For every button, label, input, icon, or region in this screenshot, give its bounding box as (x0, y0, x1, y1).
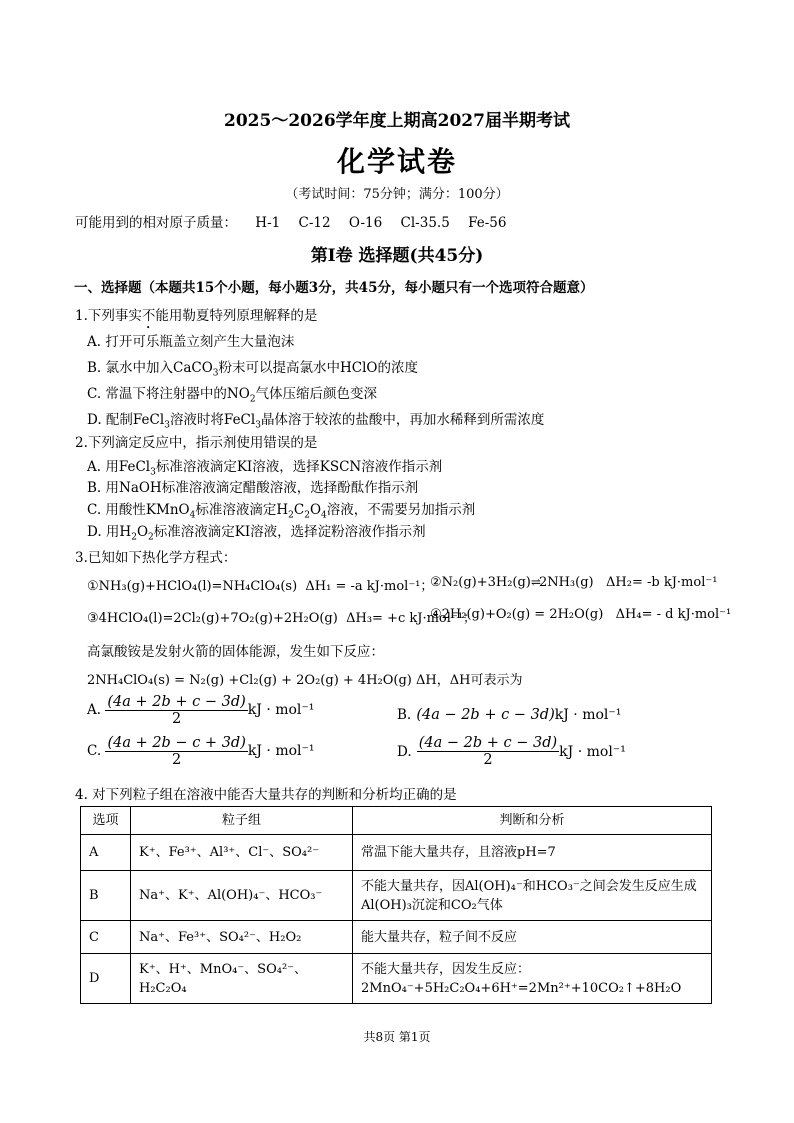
q2-stem: 2.下列滴定反应中，指示剂使用错误的是 (75, 435, 318, 451)
exam-info: （考试时间：75分钟；满分：100分） (285, 187, 509, 202)
q3-dh2: ΔH₂= -b kJ·mol⁻¹ (606, 575, 718, 590)
reversible-arrow-icon: ⇌ (530, 575, 539, 589)
row-option: C (81, 921, 131, 954)
q2-option-a: A. 用FeCl$_3$标准溶液滴定KI溶液，选择KSCN溶液作指示剂 (87, 459, 443, 478)
q3-equation-1: ①NH₃(g)+HClO₄(l)=NH₄ClO₄(s) ΔH₁ = -a kJ·mol⁻¹； (87, 579, 434, 594)
q4-table (80, 806, 712, 1004)
row-analysis: 不能大量共存，因Al(OH)₄⁻和HCO₃⁻之间会发生反应生成Al(OH)₃沉淀和CO₂气体 (353, 871, 712, 921)
table-row (81, 835, 712, 871)
q1-option-d: D. 配制FeCl$_3$溶液时将FeCl$_3$晶体溶于较浓的盐酸中，再加水稀释到所需浓度 (87, 412, 545, 431)
q1-stem: 1.下列事实不能用勒夏特列原理解释的是 (75, 308, 318, 324)
q2-option-b: B. 用NaOH标准溶液滴定醋酸溶液，选择酚酞作指示剂 (87, 480, 419, 496)
atomic-mass-h: H-1 (255, 215, 281, 231)
row-ions: Na⁺、Fe³⁺、SO₄²⁻、H₂O₂ (131, 921, 353, 954)
q2-option-d: D. 用$H_2O_2$标准溶液滴定KI溶液，选择淀粉溶液作指示剂 (87, 524, 426, 543)
row-analysis: 不能大量共存，因发生反应：2MnO₄⁻+5H₂C₂O₄+6H⁺=2Mn²⁺+10CO₂↑+8H₂O (353, 954, 712, 1004)
q4-stem: 4. 对下列粒子组在溶液中能否大量共存的判断和分析均正确的是 (75, 787, 457, 803)
table-row (81, 871, 712, 921)
section-title: 第Ⅰ卷 选择题(共45分) (310, 246, 484, 266)
header-option: 选项 (81, 807, 131, 835)
q3-stem: 3.已知如下热化学方程式： (75, 550, 237, 566)
header-particles: 粒子组 (131, 807, 353, 835)
q3-equation-3: ③4HClO₄(l)=2Cl₂(g)+7O₂(g)+2H₂O(g) ΔH₃= +c kJ·mol⁻¹； (87, 611, 476, 626)
exam-title: 2025～2026学年度上期高2027届半期考试 (224, 111, 570, 131)
row-option: B (81, 871, 131, 921)
atomic-mass-fe: Fe-56 (468, 215, 507, 231)
atomic-mass-cl: Cl-35.5 (400, 215, 450, 231)
table-row (81, 954, 712, 1004)
q3-option-c: C. $\frac{(4a + 2b - c + 3d)}{2}$ kJ · mol⁻¹ (87, 735, 315, 768)
q1-option-a: A. 打开可乐瓶盖立刻产生大量泡沫 (87, 334, 295, 350)
row-option: D (81, 954, 131, 1004)
atomic-masses (75, 211, 520, 231)
subject-title: 化学试卷 (336, 145, 457, 178)
part-title: 一、选择题（本题共15个小题，每小题3分，共45分，每小题只有一个选项符合题意） (74, 280, 594, 296)
q1-option-b: B. 氯水中加入CaCO$_3$粉末可以提高氯水中HClO的浓度 (87, 360, 419, 379)
atomic-mass-o: O-16 (348, 215, 383, 231)
q3-reaction: 2NH₄ClO₄(s) = N₂(g) +Cl₂(g) + 2O₂(g) + 4H₂O(g) ΔH，ΔH可表示为 (87, 673, 523, 688)
q3-option-b: B. (4a − 2b + c − 3d)kJ · mol⁻¹ (397, 707, 622, 723)
row-ions: K⁺、H⁺、MnO₄⁻、SO₄²⁻、H₂C₂O₄ (131, 954, 353, 1004)
row-ions: K⁺、Fe³⁺、Al³⁺、Cl⁻、SO₄²⁻ (131, 835, 353, 871)
q3-dh4: ΔH₄= - d kJ·mol⁻¹ (615, 607, 732, 622)
q3-dh1: ΔH₁ = -a kJ·mol⁻¹； (305, 579, 434, 594)
q3-equation-4: ④2H₂(g)+O₂(g) = 2H₂O(g) ΔH₄= - d kJ·mol⁻¹ (430, 607, 732, 622)
atomic-mass-c: C-12 (298, 215, 331, 231)
page-footer: 共8页 第1页 (363, 1030, 431, 1044)
table-header-row (81, 807, 712, 835)
row-analysis: 能大量共存，粒子间不反应 (353, 921, 712, 954)
table-row (81, 921, 712, 954)
q1-option-c: C. 常温下将注射器中的$NO_2$气体压缩后颜色变深 (87, 386, 378, 405)
q3-option-d: D. $\frac{(4a - 2b + c - 3d)}{2}$ kJ · mol⁻¹ (397, 735, 626, 768)
q3-option-a: A. $\frac{(4a + 2b + c - 3d)}{2}$ kJ · mol⁻¹ (87, 694, 315, 727)
q3-context: 高氯酸铵是发射火箭的固体能源，发生如下反应： (87, 644, 384, 660)
row-analysis: 常温下能大量共存，且溶液pH=7 (353, 835, 712, 871)
q1-emphasis: 不 (141, 308, 156, 324)
q3-dh3: ΔH₃= +c kJ·mol⁻¹； (346, 611, 476, 626)
q3-equation-2: ②N₂(g)+3H₂(g)⇌2NH₃(g) ΔH₂= -b kJ·mol⁻¹ (430, 575, 718, 590)
row-option: A (81, 835, 131, 871)
header-analysis: 判断和分析 (353, 807, 712, 835)
atomic-mass-label: 可能用到的相对原子质量： (75, 215, 237, 231)
q2-option-c: C. 用酸性KMnO$_4$标准溶液滴定$H_2C_2O_4$溶液，不需要另加指示剂 (87, 502, 476, 521)
row-ions: Na⁺、K⁺、Al(OH)₄⁻、HCO₃⁻ (131, 871, 353, 921)
